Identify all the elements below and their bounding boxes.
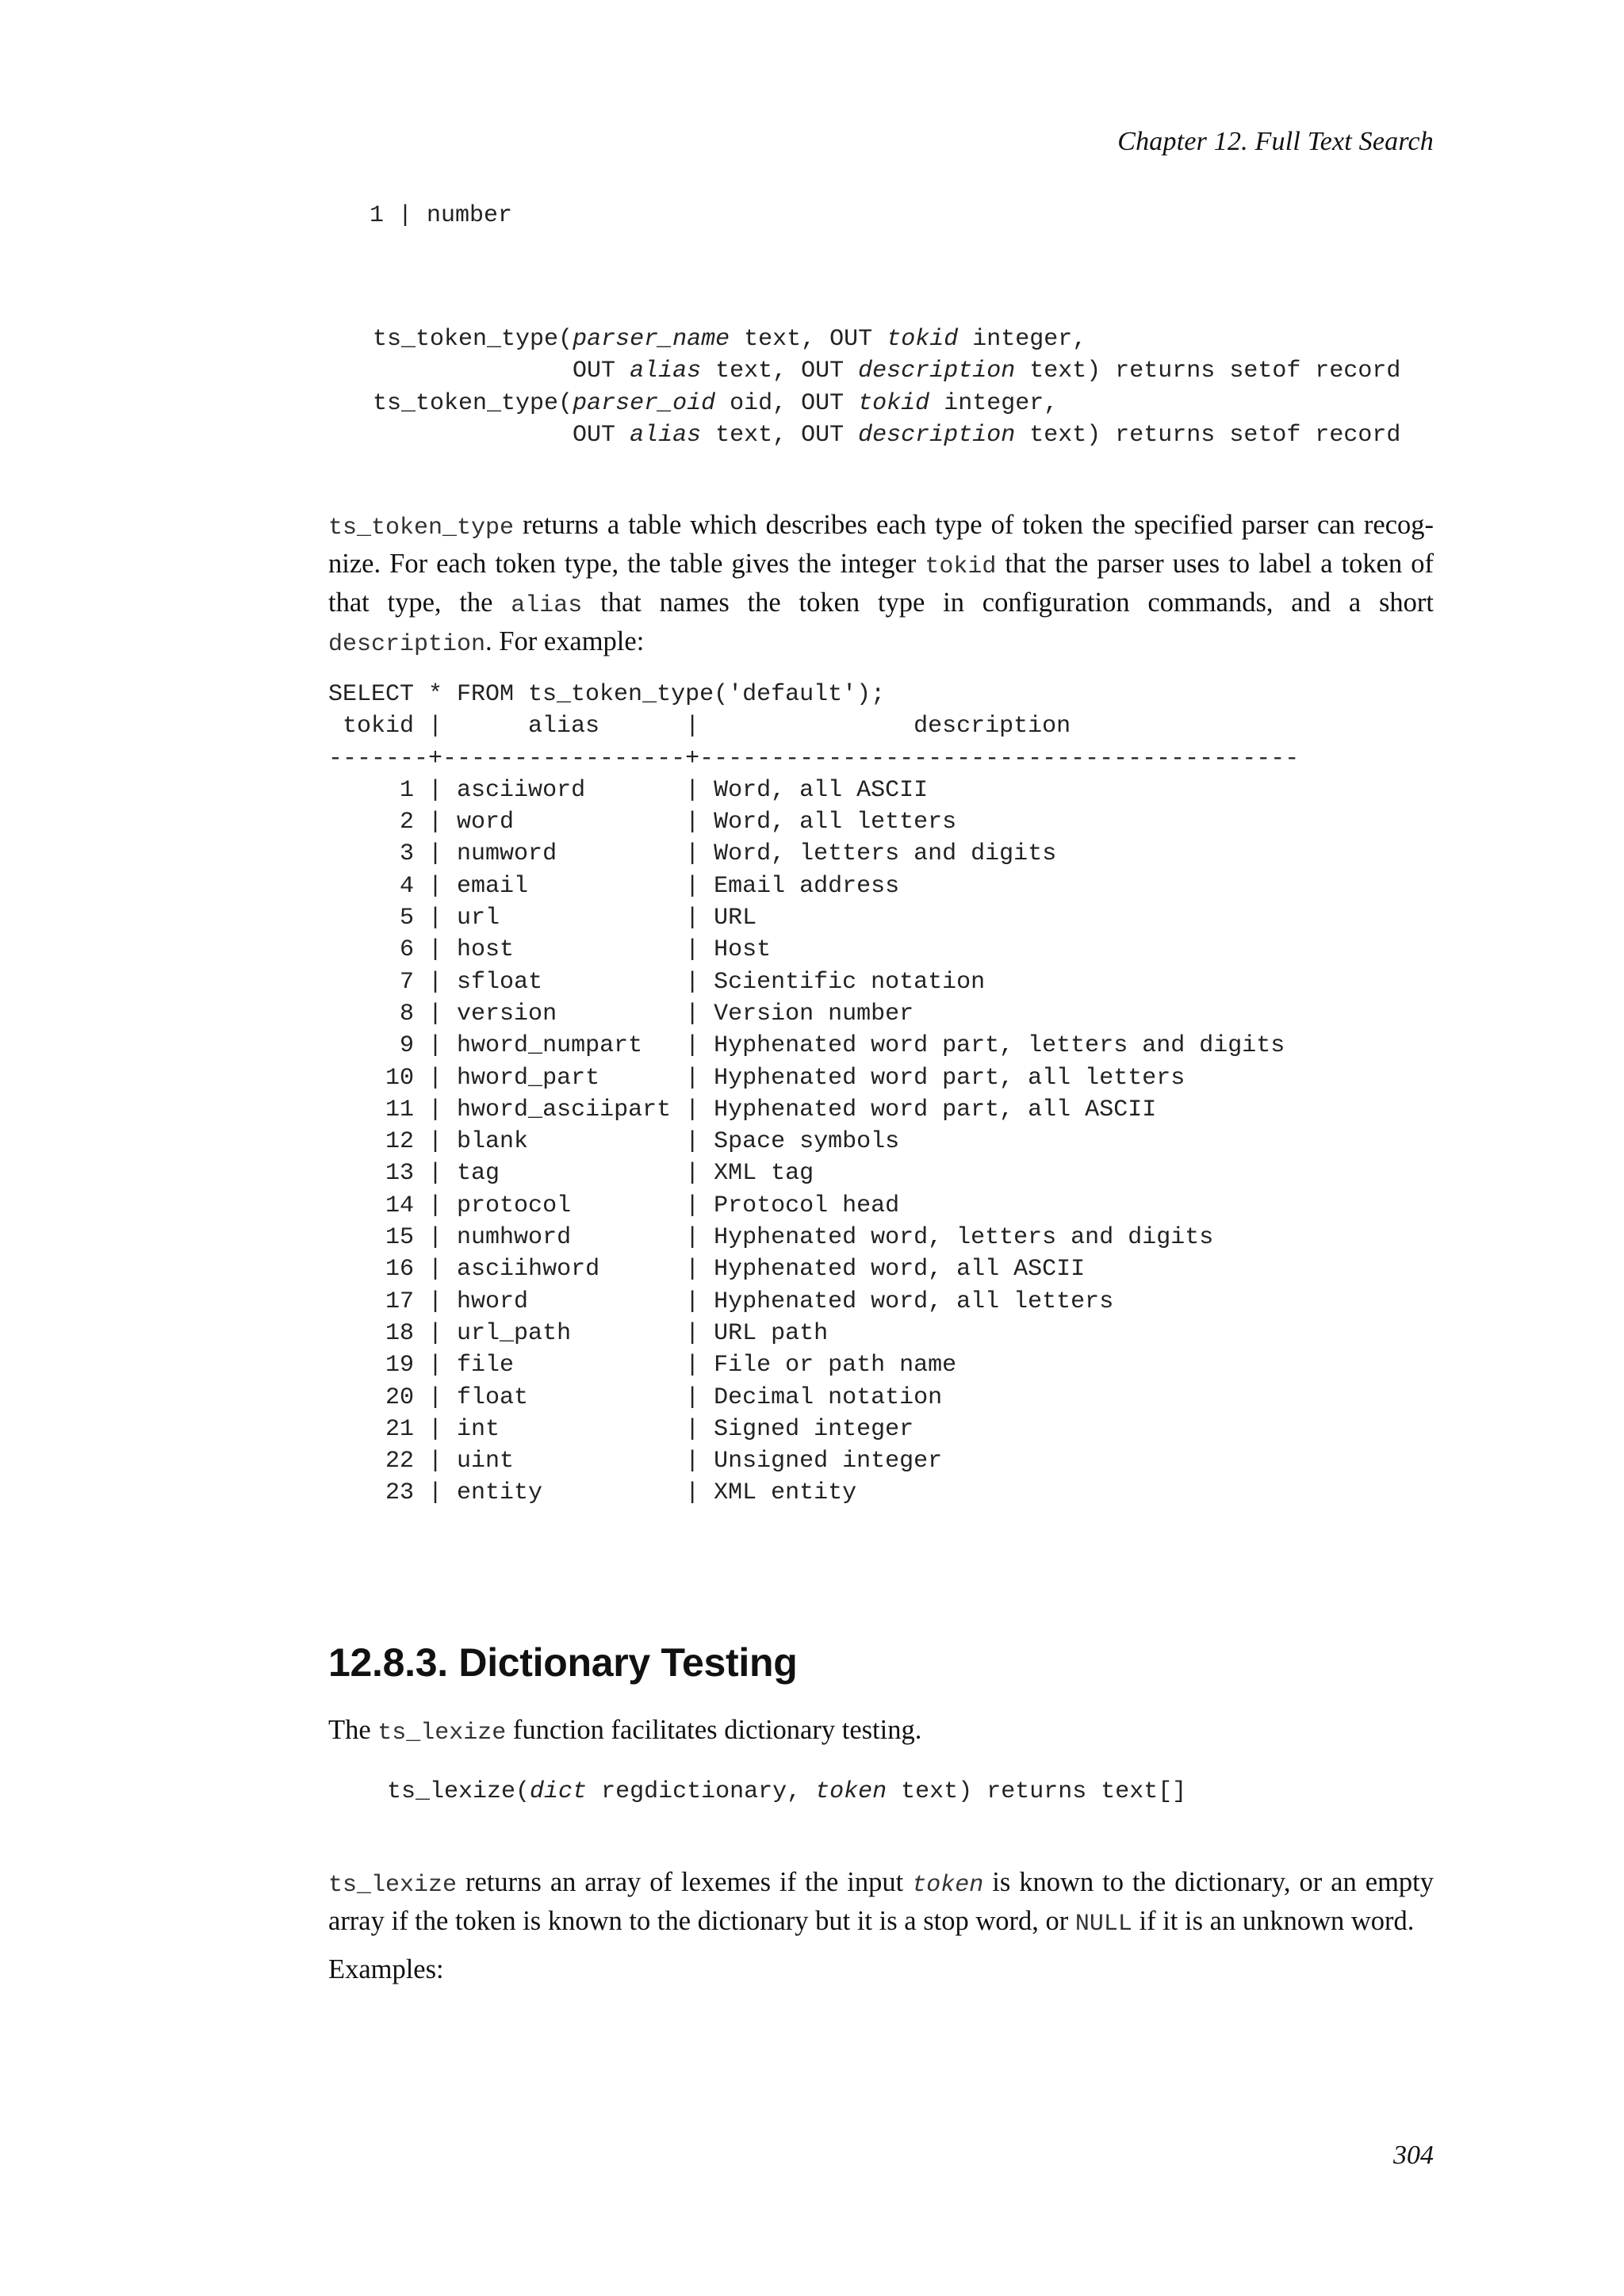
lexize-paragraph: ts_lexize returns an array of lexemes if the input token is known to the dictionary, or an empty array if the token is known to the dictionary but it is a stop word, or NULL if it is an unknown word. <box>328 1867 1434 1938</box>
cell-alias: asciihword <box>457 1256 600 1284</box>
cell-tokid: 14 <box>385 1192 415 1219</box>
lexize-signature: ts_lexize(dict regdictionary, token text) returns text[] <box>387 1778 1187 1805</box>
cell-alias: file <box>457 1352 515 1380</box>
table-row: 20 | float | Decimal notation <box>385 1383 943 1411</box>
cell-tokid: 10 <box>385 1064 415 1092</box>
table-row: 11 | hword_asciipart | Hyphenated word part, all ASCII <box>385 1096 1157 1123</box>
cell-tokid: 7 <box>400 968 415 996</box>
cell-tokid: 4 <box>400 872 415 900</box>
cell-alias: float <box>457 1383 529 1411</box>
cell-description: Hyphenated word, all letters <box>714 1288 1114 1315</box>
cell-description: URL path <box>714 1319 829 1347</box>
cell-alias: int <box>457 1415 500 1443</box>
cell-description: Signed integer <box>714 1415 914 1443</box>
cell-tokid: 9 <box>400 1032 415 1060</box>
table-row: 1 | asciiword | Word, all ASCII <box>400 776 929 804</box>
cell-tokid: 16 <box>385 1256 415 1284</box>
cell-tokid: 2 <box>400 809 415 836</box>
intro-paragraph: The ts_lexize function facilitates dictionary testing. <box>328 1715 922 1747</box>
cell-description: Decimal notation <box>714 1383 943 1411</box>
previous-example-tail: 1 | number <box>370 202 513 229</box>
table-row: 18 | url_path | URL path <box>385 1319 829 1347</box>
cell-description: Word, letters and digits <box>714 840 1057 868</box>
table-row: 4 | email | Email address <box>400 872 900 900</box>
cell-description: Word, all letters <box>714 809 957 836</box>
cell-alias: sfloat <box>457 968 543 996</box>
cell-alias: url_path <box>457 1319 572 1347</box>
running-header: Chapter 12. Full Text Search <box>1117 127 1434 156</box>
example-output <box>328 679 1299 1510</box>
cell-tokid: 1 <box>400 776 415 804</box>
cell-description: Host <box>714 936 772 964</box>
cell-tokid: 23 <box>385 1479 415 1507</box>
cell-description: Hyphenated word, letters and digits <box>714 1224 1214 1252</box>
cell-tokid: 8 <box>400 1000 415 1027</box>
cell-description: Word, all ASCII <box>714 776 929 804</box>
cell-alias: numhword <box>457 1224 572 1252</box>
table-row: 5 | url | URL <box>400 905 757 932</box>
row-number: 1 <box>370 202 385 229</box>
cell-tokid: 5 <box>400 905 415 932</box>
table-row: 14 | protocol | Protocol head <box>385 1192 900 1219</box>
cell-alias: asciiword <box>457 776 586 804</box>
table-row: 22 | uint | Unsigned integer <box>385 1448 943 1475</box>
cell-description: Scientific notation <box>714 968 986 996</box>
cell-alias: email <box>457 872 529 900</box>
table-row: 17 | hword | Hyphenated word, all letters <box>385 1288 1114 1315</box>
table-row: 9 | hword_numpart | Hyphenated word part, letters and digits <box>400 1032 1285 1060</box>
cell-description: Hyphenated word part, all ASCII <box>714 1096 1157 1123</box>
cell-alias: host <box>457 936 515 964</box>
cell-tokid: 3 <box>400 840 415 868</box>
cell-alias: hword_part <box>457 1064 600 1092</box>
table-row: 16 | asciihword | Hyphenated word, all ASCII <box>385 1256 1086 1284</box>
table-row: 6 | host | Host <box>400 936 772 964</box>
cell-description: File or path name <box>714 1352 957 1380</box>
table-row: 7 | sfloat | Scientific notation <box>400 968 986 996</box>
cell-description: Space symbols <box>714 1128 900 1156</box>
table-row: 12 | blank | Space symbols <box>385 1128 900 1156</box>
cell-description: URL <box>714 905 757 932</box>
function-signature: ts_token_type(parser_name text, OUT tokid integer, OUT alias text, OUT description text) returns setof record ts_token_type(parser_oid oid, OUT tokid integer, OUT alias text, OUT description text) returns setof record <box>373 326 1401 449</box>
cell-description: Email address <box>714 872 900 900</box>
cell-alias: hword_numpart <box>457 1032 643 1060</box>
cell-tokid: 19 <box>385 1352 415 1380</box>
table-row: 15 | numhword | Hyphenated word, letters and digits <box>385 1224 1214 1252</box>
row-value: number <box>427 202 513 229</box>
table-row: 2 | word | Word, all letters <box>400 809 957 836</box>
cell-alias: protocol <box>457 1192 572 1219</box>
page-number: 304 <box>1393 2141 1434 2170</box>
table-row: 3 | numword | Word, letters and digits <box>400 840 1057 868</box>
section-heading: 12.8.3. Dictionary Testing <box>328 1640 798 1685</box>
cell-alias: hword <box>457 1288 529 1315</box>
cell-tokid: 12 <box>385 1128 415 1156</box>
cell-description: XML entity <box>714 1479 857 1507</box>
cell-tokid: 11 <box>385 1096 415 1123</box>
cell-description: Hyphenated word, all ASCII <box>714 1256 1086 1284</box>
cell-tokid: 17 <box>385 1288 415 1315</box>
table-row: 8 | version | Version number <box>400 1000 914 1027</box>
cell-alias: uint <box>457 1448 515 1475</box>
cell-alias: tag <box>457 1160 500 1188</box>
cell-description: XML tag <box>714 1160 814 1188</box>
cell-description: Hyphenated word part, letters and digits <box>714 1032 1285 1060</box>
table-row: 13 | tag | XML tag <box>385 1160 814 1188</box>
cell-tokid: 20 <box>385 1383 415 1411</box>
cell-description: Version number <box>714 1000 914 1027</box>
examples-label: Examples: <box>328 1954 444 1984</box>
table-row: 21 | int | Signed integer <box>385 1415 914 1443</box>
table-row: 10 | hword_part | Hyphenated word part, all letters <box>385 1064 1185 1092</box>
table-rows <box>328 777 1285 1507</box>
table-row: 23 | entity | XML entity <box>385 1479 857 1507</box>
cell-tokid: 13 <box>385 1160 415 1188</box>
cell-description: Protocol head <box>714 1192 900 1219</box>
cell-tokid: 21 <box>385 1415 415 1443</box>
cell-tokid: 22 <box>385 1448 415 1475</box>
table-separator: -------+-----------------+------------------------------------------ <box>328 744 1300 772</box>
cell-description: Hyphenated word part, all letters <box>714 1064 1185 1092</box>
description-paragraph: ts_token_type returns a table which describes each type of token the specified parser can recog- nize. For each token type, the table gives the integer tokid that the parser uses to label a token of that type, the alias that names the token type in configuration commands, and a short description. For example: <box>328 510 1434 658</box>
example-query: SELECT * FROM ts_token_type('default'); <box>328 681 886 708</box>
cell-alias: url <box>457 905 500 932</box>
table-row: 19 | file | File or path name <box>385 1352 957 1380</box>
cell-alias: blank <box>457 1128 529 1156</box>
cell-tokid: 15 <box>385 1224 415 1252</box>
cell-description: Unsigned integer <box>714 1448 943 1475</box>
cell-alias: version <box>457 1000 557 1027</box>
cell-alias: numword <box>457 840 557 868</box>
cell-tokid: 18 <box>385 1319 415 1347</box>
cell-alias: entity <box>457 1479 543 1507</box>
cell-tokid: 6 <box>400 936 415 964</box>
cell-alias: word <box>457 809 515 836</box>
cell-alias: hword_asciipart <box>457 1096 672 1123</box>
table-header: tokid | alias | description <box>328 713 1071 740</box>
